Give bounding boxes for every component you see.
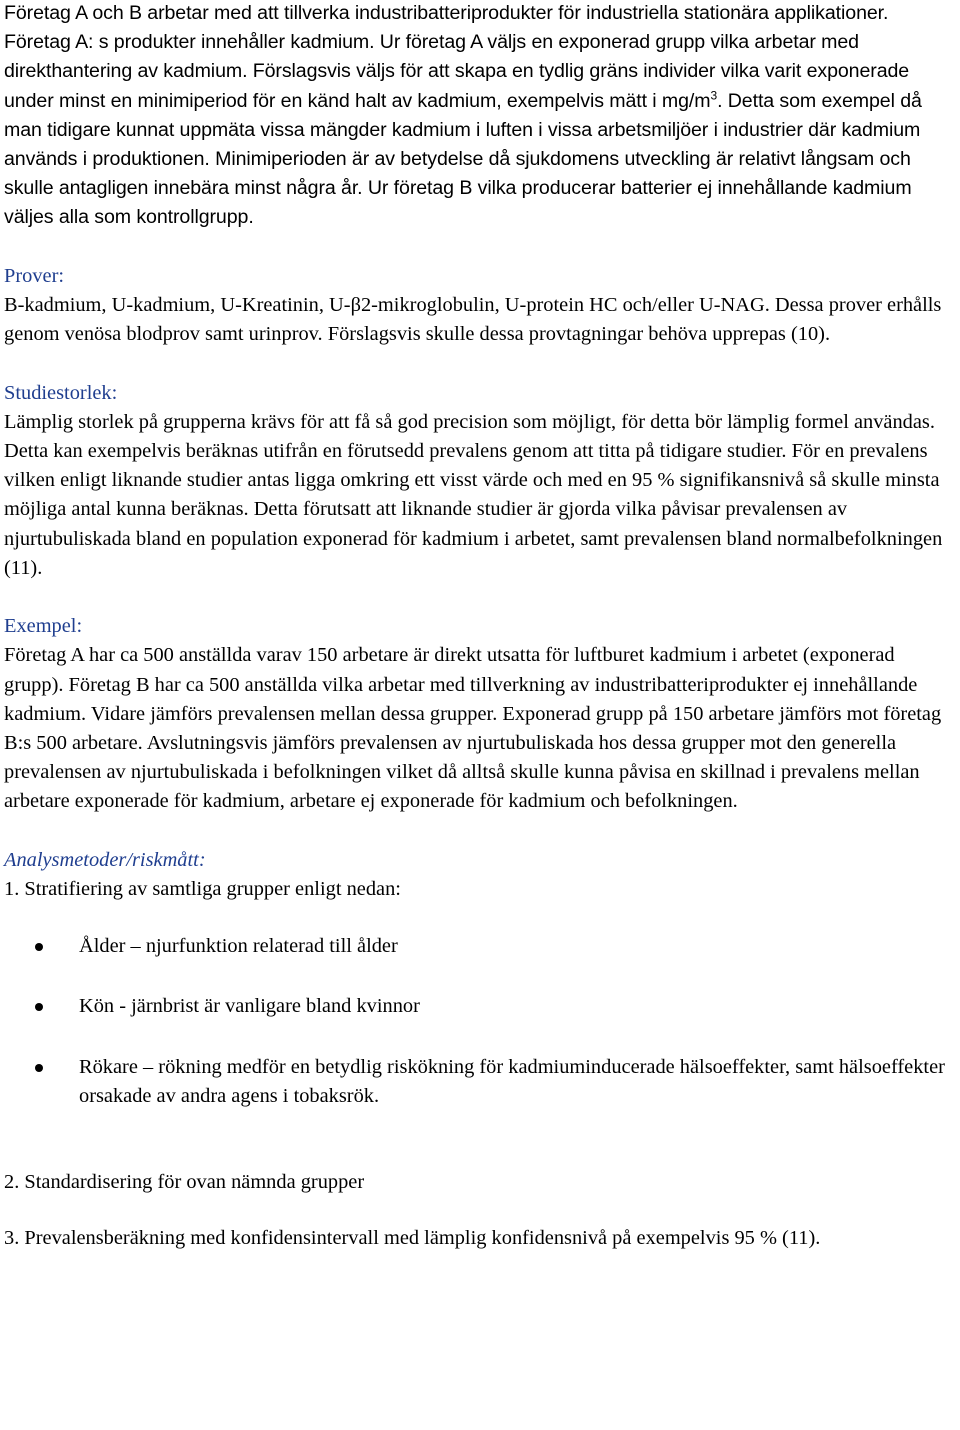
- prover-heading: Prover:: [4, 264, 65, 287]
- exempel-body: Företag A har ca 500 anställda varav 150 arbetare är direkt utsatta för luftburet kadmium i arbetet (exponerad grupp). Företag B har ca 500 anställda vilka arbetar med tillverkning av industribatteriprodukter ej innehållande kadmium. Vidare jämförs prevalensen mellan dessa grupper. Exponerad grupp på 150 arbetare jämförs mot företag B:s 500 arbetare. Avslutningsvis jämförs prevalensen av njurtubuliskada hos dessa grupper mot den generella prevalensen av njurtubuliskada i befolkningen vilket då alltså skulle kunna påvisa en skillnad i prevalens mellan arbetare exponerade för kadmium, arbetare ej exponerade för kadmium och befolkningen.: [4, 644, 942, 813]
- intro-paragraph: [4, 0, 958, 233]
- intro-text-part-1: Företag A och B arbetar med att tillverka industribatteriprodukter för industriella stationära applikationer. Företag A: s produkter innehåller kadmium. Ur företag A väljs en exponerad grupp vilka arbetar med direkthantering av kadmium. Förslagsvis väljs för att skapa en tydlig gräns individer vilka varit exponerade under minst en minimiperiod för en känd halt av kadmium, exempelvis mätt i mg/m: [4, 2, 910, 112]
- studiestorlek-heading: Studiestorlek:: [4, 381, 118, 404]
- stratification-list: [4, 932, 958, 1111]
- analys-step-3: 3. Prevalensberäkning med konfidensintervall med lämplig konfidensnivå på exempelvis 95 % (11).: [4, 1227, 821, 1250]
- list-item-text: Rökare – rökning medför en betydlig riskökning för kadmiuminducerade hälsoeffekter, samt hälsoeffekter orsakade av andra agens i tobaksrök.: [79, 1055, 945, 1107]
- intro-text-part-2: . Detta som exempel då man tidigare kunnat uppmäta vissa mängder kadmium i luften i vissa arbetsmiljöer i industrier där kadmium används i produktionen. Minimiperioden är av betydelse då sjukdomens utveckling är relativt långsam och skulle antagligen innebära minst några år. Ur företag B vilka producerar batterier ej innehållande kadmium väljes alla som kontrollgrupp.: [4, 89, 922, 229]
- analys-heading: Analysmetoder/riskmått:: [4, 848, 206, 871]
- bullet-icon: [35, 1064, 43, 1072]
- analys-step-1: 1. Stratifiering av samtliga grupper enligt nedan:: [4, 878, 401, 901]
- intro-superscript: 3: [710, 88, 718, 103]
- list-item-text: Kön - järnbrist är vanligare bland kvinnor: [79, 995, 420, 1018]
- list-item-text: Ålder – njurfunktion relaterad till ålder: [79, 935, 398, 958]
- list-item-alder: [4, 932, 958, 961]
- bullet-icon: [35, 1003, 43, 1011]
- document-page: [4, 0, 958, 1253]
- analys-step-2: 2. Standardisering för ovan nämnda grupper: [4, 1171, 365, 1194]
- prover-body: B-kadmium, U-kadmium, U-Kreatinin, U-β2-mikroglobulin, U-protein HC och/eller U-NAG. Dessa prover erhålls genom venösa blodprov samt urinprov. Förslagsvis skulle dessa provtagningar behöva upprepas (10).: [4, 294, 942, 346]
- studiestorlek-body: Lämplig storlek på grupperna krävs för att få så god precision som möjligt, för detta bör lämplig formel användas. Detta kan exempelvis beräknas utifrån en förutsedd prevalens genom att titta på tidigare studier. För en prevalens vilken enligt liknande studier antas ligga omkring ett visst värde och med en 95 % signifikansnivå så skulle minsta möjliga antal kunna beräknas. Detta förutsatt att liknande studier är gjorda vilka påvisar prevalensen av njurtubuliskada bland en population exponerad för kadmium i arbetet, samt prevalensen bland normalbefolkningen (11).: [4, 410, 943, 579]
- list-item-rokare: [4, 1053, 958, 1111]
- list-item-kon: [4, 992, 958, 1021]
- exempel-heading: Exempel:: [4, 615, 83, 638]
- bullet-icon: [35, 943, 43, 951]
